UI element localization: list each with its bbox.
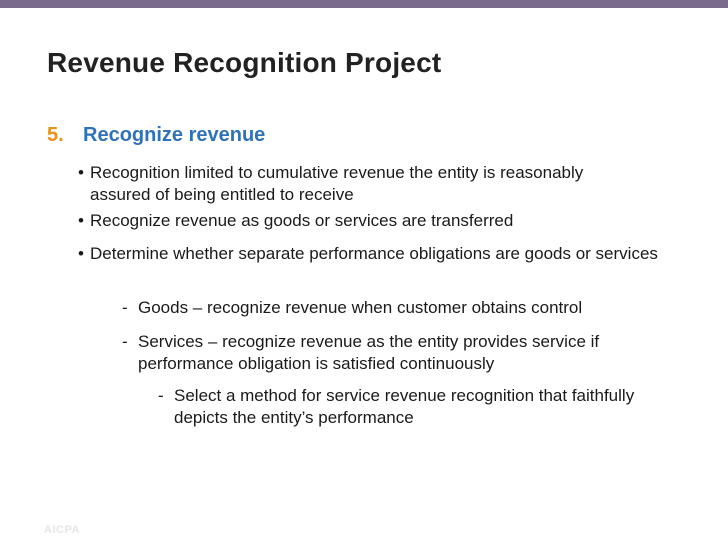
aicpa-logo: AICPA bbox=[44, 524, 80, 536]
dash-mark: - bbox=[122, 332, 128, 351]
bullet-mark: • bbox=[78, 244, 84, 263]
bullet-text: Determine whether separate performance obligations are goods or services bbox=[90, 244, 658, 263]
section-title: Recognize revenue bbox=[83, 124, 266, 146]
section-heading bbox=[47, 124, 265, 147]
sub-sub-bullet-text: Select a method for service revenue recognition that faithfully depicts the entity’s performance bbox=[174, 386, 635, 427]
bullet-mark: • bbox=[78, 163, 84, 182]
sub-bullet-item bbox=[122, 297, 698, 319]
sub-bullet-text: Goods – recognize revenue when customer obtains control bbox=[138, 298, 583, 317]
section-number: 5. bbox=[47, 124, 64, 146]
bullet-mark: • bbox=[78, 211, 84, 230]
bullet-item bbox=[78, 162, 610, 206]
top-accent-bar bbox=[0, 0, 728, 8]
sub-bullet-item bbox=[122, 331, 678, 375]
bullet-text: Recognize revenue as goods or services are transferred bbox=[90, 211, 514, 230]
dash-mark: - bbox=[122, 298, 128, 317]
bullet-item bbox=[78, 210, 650, 232]
sub-sub-bullet-item bbox=[158, 385, 664, 429]
slide-title: Revenue Recognition Project bbox=[47, 47, 442, 78]
bullet-item bbox=[78, 243, 690, 265]
bullet-text: Recognition limited to cumulative revenue the entity is reasonably assured of being entitled to receive bbox=[90, 163, 584, 204]
sub-bullet-text: Services – recognize revenue as the entity provides service if performance obligation is satisfied continuously bbox=[138, 332, 600, 373]
dash-mark: - bbox=[158, 386, 164, 405]
